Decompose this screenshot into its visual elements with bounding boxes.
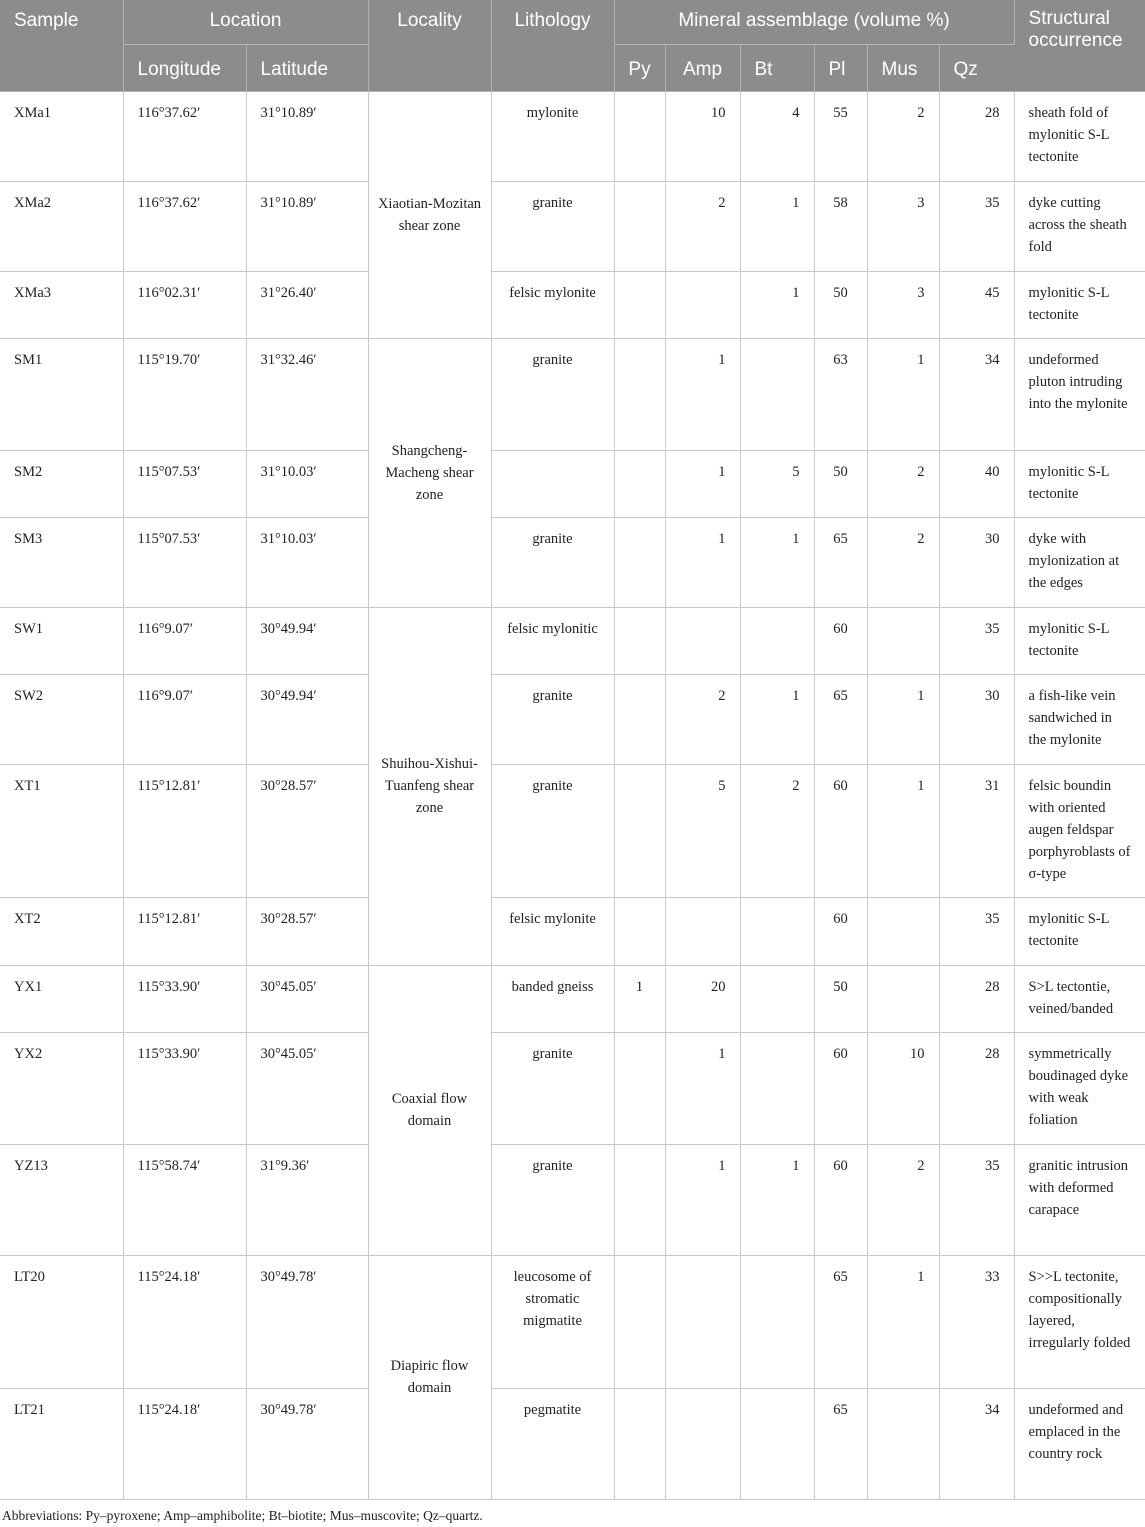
- cell-locality: Xiaotian-Mozitan shear zone: [368, 91, 491, 338]
- cell-py: [614, 338, 665, 450]
- cell-py: [614, 1388, 665, 1499]
- cell-py: [614, 764, 665, 897]
- cell-lithology: granite: [491, 764, 614, 897]
- cell-lithology: mylonite: [491, 91, 614, 181]
- cell-latitude: 31°32.46′: [246, 338, 368, 450]
- cell-qz: 35: [939, 181, 1014, 271]
- header-longitude: Longitude: [123, 44, 246, 91]
- table-row: [0, 271, 1145, 338]
- cell-py: [614, 897, 665, 965]
- header-bt: Bt: [740, 44, 814, 91]
- header-latitude: Latitude: [246, 44, 368, 91]
- cell-mus: [867, 1388, 939, 1499]
- cell-lithology: granite: [491, 674, 614, 764]
- cell-structural: dyke with mylonization at the edges: [1014, 517, 1145, 607]
- cell-sample: SM2: [0, 450, 123, 517]
- cell-sample: YX1: [0, 965, 123, 1032]
- cell-longitude: 116°02.31′: [123, 271, 246, 338]
- table-row: [0, 338, 1145, 450]
- cell-bt: 2: [740, 764, 814, 897]
- header-qz: Qz: [939, 44, 1014, 91]
- cell-sample: XMa3: [0, 271, 123, 338]
- cell-latitude: 31°9.36′: [246, 1144, 368, 1255]
- table-row: [0, 450, 1145, 517]
- header-locality: Locality: [368, 0, 491, 91]
- cell-sample: XT1: [0, 764, 123, 897]
- cell-amp: 1: [665, 1144, 740, 1255]
- cell-py: [614, 1032, 665, 1144]
- header-sample: Sample: [0, 0, 123, 91]
- cell-mus: 1: [867, 338, 939, 450]
- header-pl: Pl: [814, 44, 867, 91]
- cell-sample: SM3: [0, 517, 123, 607]
- table-header: [0, 0, 1145, 91]
- cell-pl: 60: [814, 897, 867, 965]
- cell-bt: 1: [740, 181, 814, 271]
- cell-latitude: 31°10.89′: [246, 181, 368, 271]
- cell-py: [614, 91, 665, 181]
- cell-latitude: 31°26.40′: [246, 271, 368, 338]
- cell-lithology: felsic mylonitic: [491, 607, 614, 674]
- cell-bt: 5: [740, 450, 814, 517]
- cell-longitude: 116°37.62′: [123, 181, 246, 271]
- cell-sample: LT20: [0, 1255, 123, 1388]
- cell-bt: [740, 897, 814, 965]
- cell-mus: 2: [867, 450, 939, 517]
- cell-mus: [867, 965, 939, 1032]
- cell-longitude: 115°58.74′: [123, 1144, 246, 1255]
- cell-py: [614, 674, 665, 764]
- cell-sample: SW1: [0, 607, 123, 674]
- header-py: Py: [614, 44, 665, 91]
- cell-bt: 1: [740, 517, 814, 607]
- cell-lithology: [491, 450, 614, 517]
- cell-amp: [665, 897, 740, 965]
- cell-structural: S>>L tectonite, compositionally layered, irregularly folded: [1014, 1255, 1145, 1388]
- cell-bt: [740, 965, 814, 1032]
- cell-pl: 65: [814, 1255, 867, 1388]
- cell-pl: 63: [814, 338, 867, 450]
- cell-pl: 50: [814, 271, 867, 338]
- cell-py: [614, 517, 665, 607]
- cell-latitude: 30°28.57′: [246, 897, 368, 965]
- cell-bt: 1: [740, 1144, 814, 1255]
- cell-amp: 2: [665, 181, 740, 271]
- cell-amp: [665, 271, 740, 338]
- cell-latitude: 30°49.94′: [246, 674, 368, 764]
- cell-amp: 1: [665, 450, 740, 517]
- cell-latitude: 31°10.03′: [246, 450, 368, 517]
- cell-locality: Diapiric flow domain: [368, 1255, 491, 1499]
- cell-lithology: felsic mylonite: [491, 897, 614, 965]
- cell-mus: [867, 897, 939, 965]
- cell-lithology: granite: [491, 1032, 614, 1144]
- cell-sample: XT2: [0, 897, 123, 965]
- cell-longitude: 116°9.07′: [123, 607, 246, 674]
- cell-locality: Coaxial flow domain: [368, 965, 491, 1255]
- cell-sample: XMa1: [0, 91, 123, 181]
- cell-qz: 35: [939, 607, 1014, 674]
- header-lithology: Lithology: [491, 0, 614, 91]
- cell-pl: 60: [814, 764, 867, 897]
- cell-lithology: granite: [491, 338, 614, 450]
- cell-mus: 3: [867, 181, 939, 271]
- table-body: [0, 91, 1145, 1499]
- table-row: [0, 607, 1145, 674]
- cell-bt: 4: [740, 91, 814, 181]
- cell-pl: 58: [814, 181, 867, 271]
- cell-amp: [665, 607, 740, 674]
- cell-bt: [740, 1255, 814, 1388]
- cell-py: [614, 1144, 665, 1255]
- header-amp: Amp: [665, 44, 740, 91]
- cell-longitude: 115°12.81′: [123, 764, 246, 897]
- cell-bt: 1: [740, 271, 814, 338]
- table-row: [0, 1388, 1145, 1499]
- cell-py: [614, 1255, 665, 1388]
- cell-structural: a fish-like vein sandwiched in the mylonite: [1014, 674, 1145, 764]
- cell-qz: 34: [939, 1388, 1014, 1499]
- cell-amp: 10: [665, 91, 740, 181]
- cell-mus: 1: [867, 764, 939, 897]
- header-location: Location: [123, 0, 368, 44]
- cell-qz: 30: [939, 517, 1014, 607]
- cell-lithology: leucosome of stromatic migmatite: [491, 1255, 614, 1388]
- cell-qz: 28: [939, 1032, 1014, 1144]
- cell-lithology: banded gneiss: [491, 965, 614, 1032]
- cell-py: [614, 271, 665, 338]
- cell-structural: symmetrically boudinaged dyke with weak foliation: [1014, 1032, 1145, 1144]
- cell-mus: 2: [867, 517, 939, 607]
- cell-sample: SW2: [0, 674, 123, 764]
- header-structural-occurrence: Structural occurrence: [1014, 0, 1145, 91]
- cell-latitude: 30°28.57′: [246, 764, 368, 897]
- cell-longitude: 116°37.62′: [123, 91, 246, 181]
- cell-longitude: 115°19.70′: [123, 338, 246, 450]
- cell-structural: sheath fold of mylonitic S-L tectonite: [1014, 91, 1145, 181]
- cell-structural: undeformed pluton intruding into the mylonite: [1014, 338, 1145, 450]
- cell-structural: mylonitic S-L tectonite: [1014, 271, 1145, 338]
- cell-structural: S>L tectontie, veined/banded: [1014, 965, 1145, 1032]
- cell-pl: 65: [814, 517, 867, 607]
- cell-structural: dyke cutting across the sheath fold: [1014, 181, 1145, 271]
- cell-amp: 1: [665, 338, 740, 450]
- table-row: [0, 897, 1145, 965]
- cell-qz: 31: [939, 764, 1014, 897]
- cell-amp: 1: [665, 517, 740, 607]
- cell-lithology: granite: [491, 181, 614, 271]
- header-mineral-assemblage: Mineral assemblage (volume %): [614, 0, 1014, 44]
- cell-structural: felsic boundin with oriented augen feldspar porphyroblasts of σ-type: [1014, 764, 1145, 897]
- cell-amp: 2: [665, 674, 740, 764]
- cell-amp: [665, 1388, 740, 1499]
- cell-sample: LT21: [0, 1388, 123, 1499]
- cell-qz: 28: [939, 91, 1014, 181]
- cell-structural: mylonitic S-L tectonite: [1014, 897, 1145, 965]
- cell-mus: [867, 607, 939, 674]
- cell-longitude: 115°24.18′: [123, 1388, 246, 1499]
- cell-bt: [740, 607, 814, 674]
- table-row: [0, 181, 1145, 271]
- table-row: [0, 965, 1145, 1032]
- cell-bt: [740, 1388, 814, 1499]
- cell-bt: 1: [740, 674, 814, 764]
- cell-structural: granitic intrusion with deformed carapace: [1014, 1144, 1145, 1255]
- cell-py: [614, 607, 665, 674]
- cell-mus: 3: [867, 271, 939, 338]
- cell-amp: 20: [665, 965, 740, 1032]
- cell-locality: Shuihou-Xishui-Tuanfeng shear zone: [368, 607, 491, 965]
- cell-structural: mylonitic S-L tectonite: [1014, 450, 1145, 517]
- cell-structural: mylonitic S-L tectonite: [1014, 607, 1145, 674]
- cell-locality: Shangcheng-Macheng shear zone: [368, 338, 491, 607]
- cell-pl: 50: [814, 965, 867, 1032]
- cell-qz: 33: [939, 1255, 1014, 1388]
- cell-longitude: 115°33.90′: [123, 965, 246, 1032]
- cell-py: 1: [614, 965, 665, 1032]
- cell-mus: 1: [867, 674, 939, 764]
- table-row: [0, 517, 1145, 607]
- cell-sample: SM1: [0, 338, 123, 450]
- cell-lithology: granite: [491, 517, 614, 607]
- cell-lithology: pegmatite: [491, 1388, 614, 1499]
- table-row: [0, 1144, 1145, 1255]
- cell-qz: 45: [939, 271, 1014, 338]
- cell-pl: 60: [814, 607, 867, 674]
- cell-longitude: 115°24.18′: [123, 1255, 246, 1388]
- cell-longitude: 115°07.53′: [123, 450, 246, 517]
- cell-qz: 40: [939, 450, 1014, 517]
- cell-lithology: granite: [491, 1144, 614, 1255]
- cell-sample: XMa2: [0, 181, 123, 271]
- abbreviations-footnote: Abbreviations: Py–pyroxene; Amp–amphibolite; Bt–biotite; Mus–muscovite; Qz–quartz.: [2, 1508, 483, 1523]
- cell-latitude: 30°45.05′: [246, 1032, 368, 1144]
- header-mus: Mus: [867, 44, 939, 91]
- cell-qz: 28: [939, 965, 1014, 1032]
- cell-py: [614, 181, 665, 271]
- cell-pl: 60: [814, 1144, 867, 1255]
- cell-latitude: 30°49.78′: [246, 1255, 368, 1388]
- table-row: [0, 91, 1145, 181]
- cell-mus: 2: [867, 1144, 939, 1255]
- table-row: [0, 1032, 1145, 1144]
- cell-amp: 5: [665, 764, 740, 897]
- cell-bt: [740, 338, 814, 450]
- cell-mus: 1: [867, 1255, 939, 1388]
- cell-latitude: 30°45.05′: [246, 965, 368, 1032]
- cell-longitude: 116°9.07′: [123, 674, 246, 764]
- cell-structural: undeformed and emplaced in the country rock: [1014, 1388, 1145, 1499]
- cell-mus: 2: [867, 91, 939, 181]
- cell-longitude: 115°33.90′: [123, 1032, 246, 1144]
- cell-mus: 10: [867, 1032, 939, 1144]
- cell-latitude: 31°10.03′: [246, 517, 368, 607]
- cell-qz: 35: [939, 897, 1014, 965]
- cell-pl: 60: [814, 1032, 867, 1144]
- cell-pl: 65: [814, 1388, 867, 1499]
- cell-lithology: felsic mylonite: [491, 271, 614, 338]
- cell-sample: YZ13: [0, 1144, 123, 1255]
- cell-bt: [740, 1032, 814, 1144]
- cell-longitude: 115°12.81′: [123, 897, 246, 965]
- cell-pl: 50: [814, 450, 867, 517]
- cell-latitude: 30°49.94′: [246, 607, 368, 674]
- cell-qz: 34: [939, 338, 1014, 450]
- cell-longitude: 115°07.53′: [123, 517, 246, 607]
- cell-latitude: 30°49.78′: [246, 1388, 368, 1499]
- cell-amp: [665, 1255, 740, 1388]
- cell-py: [614, 450, 665, 517]
- cell-pl: 55: [814, 91, 867, 181]
- cell-pl: 65: [814, 674, 867, 764]
- cell-sample: YX2: [0, 1032, 123, 1144]
- table-row: [0, 764, 1145, 897]
- cell-qz: 30: [939, 674, 1014, 764]
- cell-latitude: 31°10.89′: [246, 91, 368, 181]
- cell-amp: 1: [665, 1032, 740, 1144]
- table-row: [0, 674, 1145, 764]
- table-row: [0, 1255, 1145, 1388]
- cell-qz: 35: [939, 1144, 1014, 1255]
